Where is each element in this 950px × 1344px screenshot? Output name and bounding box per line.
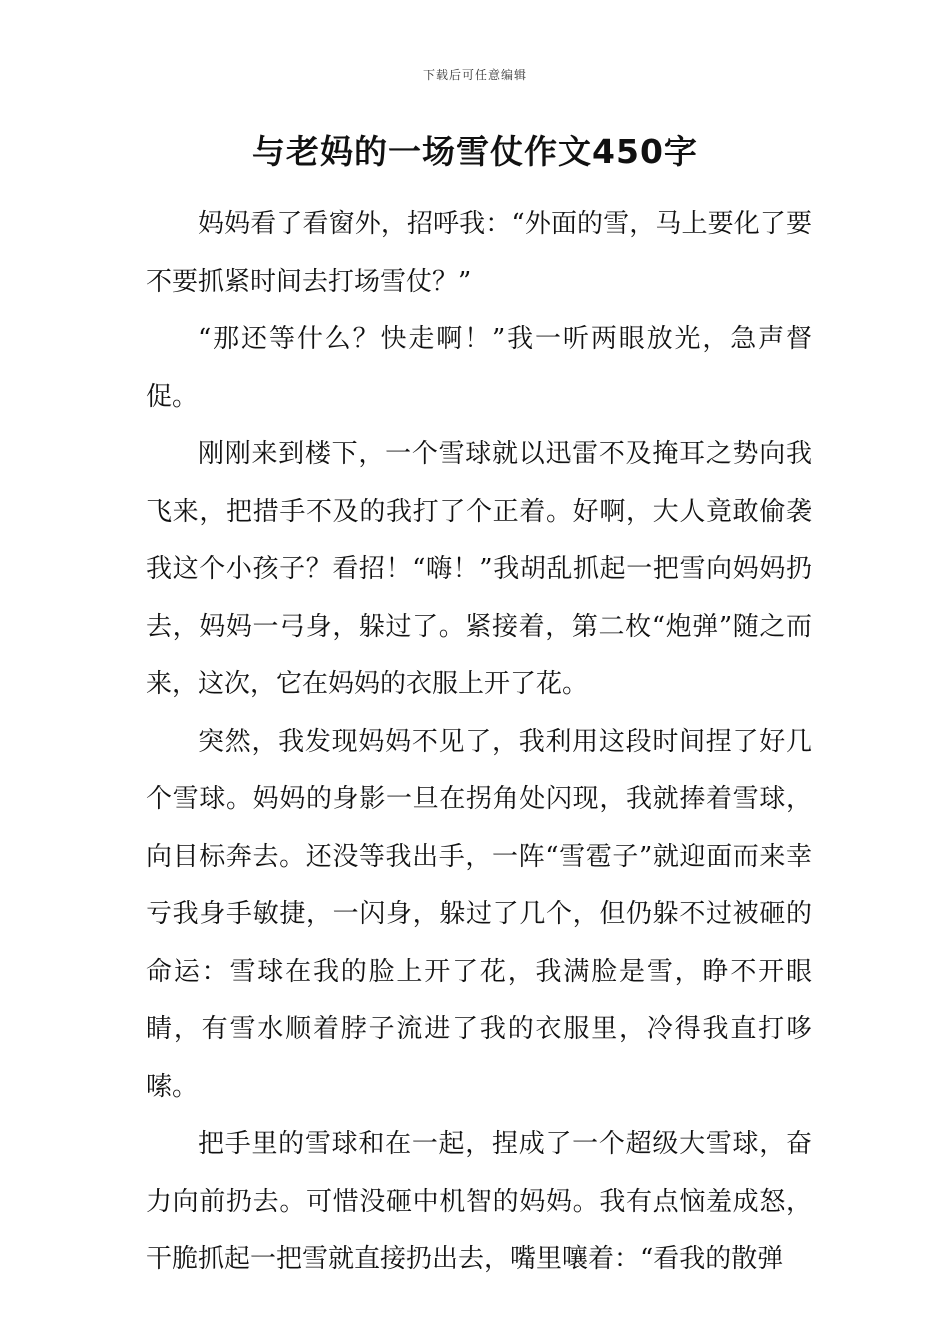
document-body [146, 196, 812, 1289]
header-note: 下载后可任意编辑 [422, 68, 527, 82]
paragraph-5: 把手里的雪球和在一起，捏成了一个超级大雪球，奋力向前扔去。可惜没砸中机智的妈妈。我有点恼羞成怒，干脆抓起一把雪就直接扔出去，嘴里嚷着：“看我的散弹 [146, 1129, 812, 1274]
paragraph-2: “那还等什么？快走啊！”我一听两眼放光，急声督促。 [146, 324, 812, 412]
paragraph-3: 刚刚来到楼下，一个雪球就以迅雷不及掩耳之势向我飞来，把措手不及的我打了个正着。好啊，大人竟敢偷袭我这个小孩子？看招！“嗨！”我胡乱抓起一把雪向妈妈扔去，妈妈一弓身，躲过了。紧接着，第二枚“炮弹”随之而来，这次，它在妈妈的衣服上开了花。 [146, 439, 812, 699]
paragraph-4: 突然，我发现妈妈不见了，我利用这段时间捏了好几个雪球。妈妈的身影一旦在拐角处闪现，我就捧着雪球，向目标奔去。还没等我出手，一阵“雪雹子”就迎面而来幸亏我身手敏捷，一闪身，躲过了几个，但仍躲不过被砸的命运：雪球在我的脸上开了花，我满脸是雪，睁不开眼睛，有雪水顺着脖子流进了我的衣服里，冷得我直打哆嗦。 [146, 726, 812, 1102]
paragraph-1: 妈妈看了看窗外，招呼我：“外面的雪，马上要化了要不要抓紧时间去打场雪仗？” [146, 209, 812, 297]
document-title: 与老妈的一场雪仗作文450字 [252, 132, 698, 171]
